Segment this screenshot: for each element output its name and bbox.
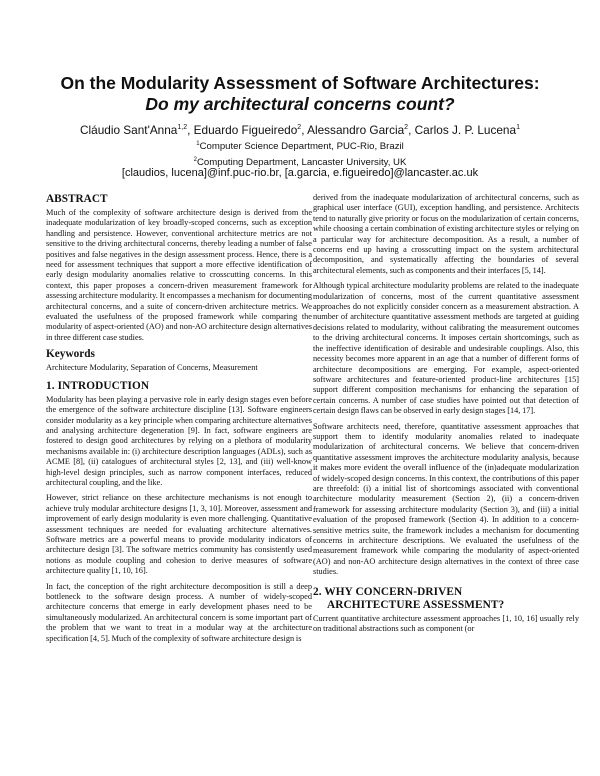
affiliation [20,138,580,153]
author-name: Cláudio Sant'Anna [80,122,178,137]
section-heading-why-concern-driven: 2. WHY CONCERN-DRIVEN [313,585,463,598]
body-paragraph: Software architects need, therefore, quantitative assessment approaches that support them to identify modularity anomalies related to inadequate modularization of architectural concerns. We believe that concern-driven quantitative assessment improves the architecture modularity analysis, because it makes more evident the overall influence of the (in)adequate modularization of widely-scoped design concerns. In this context, the contributions of this paper are threefold: (i) a initial list of shortcomings associated with conventional architecture modularity measurement (Section 2), (ii) a concern-driven framework for assessing architecture modularity (Section 3), and (iii) a initial evaluation of the proposed framework (Section 4). In addition to a concern-sensitive metrics suite, the framework includes a mechanism for documenting concerns in architecture descriptions. We evaluated the usefulness of the measurement framework while comparing the modularity of aspect-oriented (AO) and non-AO architecture design alternatives in the context of three case studies. [313,421,579,577]
author-name: Eduardo Figueiredo [193,122,298,137]
body-paragraph: Current quantitative architecture assessment approaches [1, 10, 16] usually rely on traditional abstractions such as component (or [313,613,579,634]
section-heading-introduction: 1. INTRODUCTION [46,379,150,392]
keywords-heading: Keywords [46,348,95,361]
body-paragraph: Modularity has been playing a pervasive role in early design stages even before the emergence of the software architecture discipline [13]. Software engineers consider modularity as a key principle when comparing architecture alternatives and analysing architecture degeneration [9]. In fact, software engineers are fostered to design good architectures by relying on a plethora of modularity mechanisms available in: (i) architecture description languages (ADLs), such as ACME [8], (ii) catalogues of architectural styles [2, 13], and (iii) well-know high-level design principles, such as narrow component interfaces, reduced architectural coupling, and the like. [46,394,312,487]
affiliation-mark: 1 [196,141,200,147]
section-heading-why-concern-driven-line2: ARCHITECTURE ASSESSMENT? [327,598,505,611]
author-emails: [claudios, lucena]@inf.puc-rio.br, [a.garcia, e.figueiredo]@lancaster.ac.uk [121,167,479,179]
paper-title: On the Modularity Assessment of Software Architectures: [60,73,540,93]
right-column [313,193,579,639]
author-affiliation-mark: 2 [297,124,302,131]
abstract-heading: ABSTRACT [46,193,108,205]
author-name: Carlos J. P. Lucena [414,122,517,137]
affiliation-mark: 2 [193,157,197,163]
author-affiliation-mark: 1,2 [177,124,188,131]
body-paragraph: derived from the inadequate modularization of architectural concerns, such as graphical user interface (GUI), exception handling, and persistence. Architects tend to naturally give priority or focus on the modularization of certain concerns, while choosing a certain combination of existing architecture styles or relying on a particular way for architecture decomposition. As a result, a number of concerns end up having a crosscutting impact on the system architectural decomposition, and systematically affecting the boundaries of several architectural elements, such as components and their interfaces [5, 14]. [313,193,579,275]
left-column [46,193,312,649]
affiliation-text: Computing Department, Lancaster University, UK [196,157,407,169]
body-paragraph: Although typical architecture modularity problems are related to the inadequate modularization of concerns, most of the current quantitative assessment approaches do not explicitly consider concern as a measurement abstraction. A number of architecture quantitative assessment methods are targeted at guiding decisions related to modularity, without calibrating the measurement outcomes to the driving architectural concerns. It imposes certain shortcomings, such as the ineffective identification of desirable and undesirable couplings. Also, this necessity becomes more apparent in an age that a number of different forms of architecture decompositions are emerging. For example, aspect-oriented software architectures and feature-oriented product-line architectures [15] support different composition mechanisms for enhancing the separation of certain concerns. A number of case studies have pointed out that detection of certain design flaws can be observed in early design stages [14, 17]. [313,281,579,416]
body-paragraph: However, strict reliance on these architecture mechanisms is not enough to achieve truly modular architecture designs [1, 3, 10]. Moreover, assessment and improvement of early design modularity is even more challenging. Quantitative assessment techniques are needed for evaluating architecture alternatives. Software metrics are a powerful means to provide modularity indicators of architecture design [3]. The software metrics community has consistently used notions as module coupling and cohesion to derive measures of software architecture quality [1, 10, 16]. [46,493,312,576]
abstract-text: Much of the complexity of software architecture design is derived from the inadequate modularization of key broadly-scoped concerns, such as exception handling and persistence. However, conventional architecture metrics are not sensitive to the driving architectural concerns, thereby leading a number of false positives and false negatives in the design assessment process. Hence, there is a need for assessment techniques that support a more effective identification of early design modularity anomalies relative to crosscutting concerns. In this context, this paper proposes a concern-driven measurement framework for assessing architecture modularity. It encompasses a mechanism for documenting architectural concerns, and a suite of concern-driven architecture metrics. We evaluated the usefulness of the proposed framework while comparing the modularity of aspect-oriented (AO) and non-AO architecture design alternatives in three different case studies. [46,208,312,342]
author-list: Cláudio Sant'Anna$^{1,2}$, Eduardo Figueiredo$^2$, Alessandro Garcia$^2$, Carlos J. P. Lucena$^1$ [80,122,520,137]
author-affiliation-mark: 1 [516,124,520,131]
author-name: Alessandro Garcia [307,122,405,137]
author-affiliation-mark: 2 [404,124,409,131]
affiliation-text: Computer Science Department, PUC-Rio, Brazil [199,141,404,153]
paper-subtitle: Do my architectural concerns count? [145,94,455,114]
keywords-text: Architecture Modularity, Separation of Concerns, Measurement [46,363,258,373]
body-paragraph: In fact, the conception of the right architecture decomposition is still a deep bottleneck to the software design process. A number of widely-scoped architecture concerns that emerge in early development phases need to be simultaneously modularized. An architectural concern is some important part of the problem that we want to treat in a modular way at the architecture specification [4, 5]. Much of the complexity of software architecture design is [46,581,312,643]
